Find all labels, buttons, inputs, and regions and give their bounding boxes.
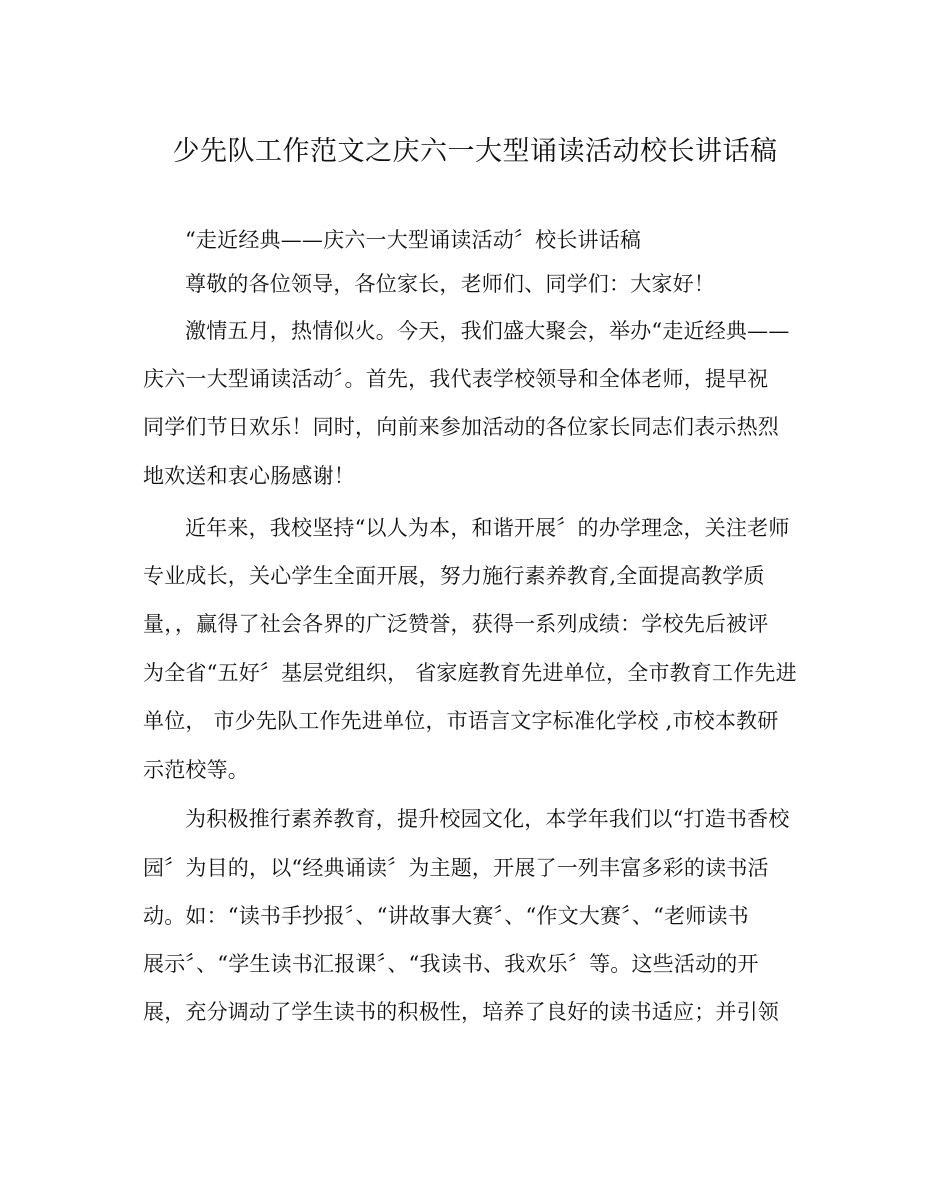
paragraph-line: 为全省“五好〞基层党组织， 省家庭教育先进单位，全市教育工作先进	[143, 661, 797, 685]
greeting-line: 尊敬的各位领导，各位家长，老师们、同学们：大家好！	[185, 272, 715, 296]
paragraph-line: 展示〞、“学生读书汇报课〞、“我读书、我欢乐〞等。这些活动的开	[143, 952, 759, 976]
paragraph-line: 动。如：“读书手抄报〞、“讲故事大赛〞、“作文大赛〞、“老师读书	[143, 904, 749, 928]
paragraph-line: 园〞为目的，以“经典诵读〞为主题，开展了一列丰富多彩的读书活	[143, 856, 769, 880]
paragraph-line: 展，充分调动了学生读书的积极性，培养了良好的读书适应；并引领	[143, 1000, 779, 1024]
paragraph-line: 量，，赢得了社会各界的广泛赞誉，获得一系列成绩：学校先后被评	[143, 612, 769, 636]
paragraph-line: 激情五月，热情似火。今天，我们盛大聚会，举办“走近经典——	[185, 319, 790, 343]
subtitle-line: “走近经典——庆六一大型诵读活动〞校长讲话稿	[185, 228, 642, 252]
paragraph-line: 近年来，我校坚持“以人为本，和谐开展〞的办学理念，关注老师	[185, 516, 790, 540]
paragraph-line: 地欢送和衷心肠感谢！	[143, 464, 355, 488]
paragraph-line: 为积极推行素养教育，提升校园文化，本学年我们以“打造书香校	[185, 807, 790, 831]
document-title: 少先队工作范文之庆六一大型诵读活动校长讲话稿	[172, 136, 778, 167]
paragraph-line: 单位， 市少先队工作先进单位，市语言文字标准化学校 ,市校本教研	[143, 709, 779, 733]
paragraph-line: 专业成长，关心学生全面开展，努力施行素养教育,全面提高教学质	[143, 564, 765, 588]
paragraph-line: 示范校等。	[143, 758, 249, 782]
paragraph-line: 庆六一大型诵读活动〞。首先，我代表学校领导和全体老师，提早祝	[143, 367, 769, 391]
paragraph-line: 同学们节日欢乐！同时，向前来参加活动的各位家长同志们表示热烈	[143, 415, 779, 439]
